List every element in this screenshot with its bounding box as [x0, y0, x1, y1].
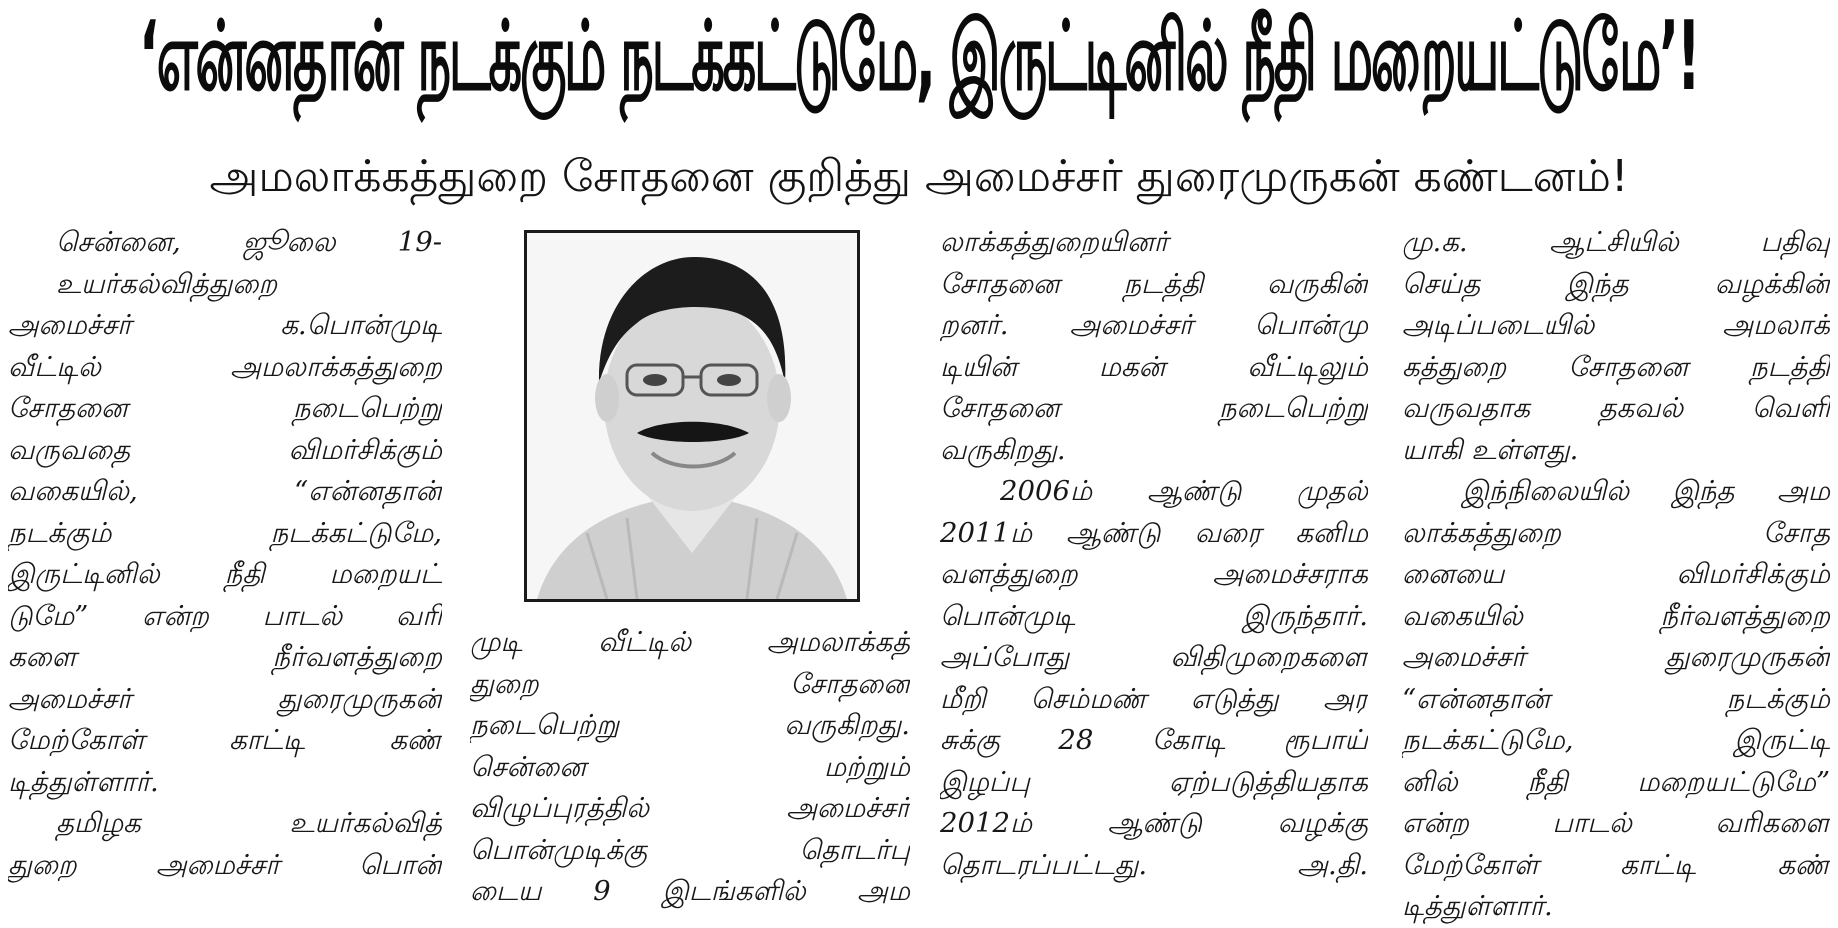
text-line: வளத்துறை அமைச்சராக: [940, 558, 1368, 590]
text-line: சோதனை நடைபெற்று: [8, 392, 442, 424]
text-line: செய்த இந்த வழக்கின்: [1402, 267, 1830, 300]
text-line: பொன்முடி இருந்தார்.: [940, 599, 1368, 632]
text-line: இருட்டினில் நீதி மறையட்: [8, 558, 442, 590]
text-line: வகையில், “என்னதான்: [8, 475, 442, 507]
text-line: டித்துள்ளார்.: [8, 765, 159, 798]
text-line: இந்நிலையில் இந்த அம: [1462, 475, 1830, 507]
headline: [0, 0, 1838, 122]
text-line: அப்போது விதிமுறைகளை: [940, 641, 1368, 673]
text-line: வருகிறது.: [940, 433, 1066, 466]
text-line: டியின் மகன் வீட்டிலும்: [940, 350, 1368, 383]
text-line: யாகி உள்ளது.: [1402, 433, 1579, 466]
article-column-1: [8, 222, 442, 886]
text-line: அமைச்சர் துரைமுருகன்: [8, 682, 442, 715]
text-line: 2012ம் ஆண்டு வழக்கு: [940, 807, 1368, 839]
article-column-4: [1402, 222, 1830, 928]
text-line: மு.க. ஆட்சியில் பதிவு: [1402, 226, 1830, 258]
text-line: அமைச்சர் க.பொன்முடி: [8, 309, 442, 341]
text-line: துறை சோதனை: [470, 667, 910, 700]
text-line: களை நீர்வளத்துறை: [8, 641, 442, 673]
text-line: றனர். அமைச்சர் பொன்மு: [940, 309, 1368, 341]
text-line: லாக்கத்துறையினர்: [940, 226, 1169, 258]
text-line: நடைபெற்று வருகிறது.: [470, 709, 910, 741]
text-line: நடக்கும் நடக்கட்டுமே,: [8, 516, 442, 549]
text-line: னில் நீதி மறையட்டுமே”: [1402, 765, 1830, 798]
text-line: சென்னை மற்றும்: [470, 750, 910, 783]
text-line: சோதனை நடத்தி வருகின்: [940, 267, 1368, 300]
text-line: மேற்கோள் காட்டி கண்: [8, 724, 442, 756]
text-line: நடக்கட்டுமே, இருட்டி: [1402, 724, 1830, 756]
text-line: என்ற பாடல் வரிகளை: [1402, 807, 1830, 839]
text-line: சோதனை நடைபெற்று: [940, 392, 1368, 424]
text-line: கத்துறை சோதனை நடத்தி: [1402, 350, 1830, 383]
text-line: வகையில் நீர்வளத்துறை: [1402, 599, 1830, 632]
text-line: சுக்கு 28 கோடி ரூபாய்: [940, 724, 1368, 756]
text-line: அமைச்சர் துரைமுருகன்: [1402, 641, 1830, 673]
text-line: பொன்முடிக்கு தொடர்பு: [470, 833, 910, 866]
text-line: டித்துள்ளார்.: [1402, 890, 1553, 922]
article-column-3: [940, 222, 1368, 886]
text-line: உயர்கல்வித்துறை: [56, 267, 278, 300]
text-line: னையை விமர்சிக்கும்: [1402, 558, 1830, 590]
subheadline: அமலாக்கத்துறை சோதனை குறித்து அமைச்சர் துரைமுருகன் கண்டனம்!: [209, 151, 1629, 202]
text-line: தமிழக உயர்கல்வித்: [56, 807, 442, 839]
text-line: துறை அமைச்சர் பொன்: [8, 848, 442, 881]
text-line: தொடரப்பட்டது. அ.தி.: [940, 848, 1368, 881]
portrait-illustration: [527, 233, 857, 599]
text-line: 2006ம் ஆண்டு முதல்: [1000, 475, 1368, 507]
text-line: டுமே” என்ற பாடல் வரி: [8, 599, 442, 632]
text-line: முடி வீட்டில் அமலாக்கத்: [470, 626, 910, 658]
portrait-photo: [524, 230, 860, 602]
text-line: மீறி செம்மண் எடுத்து அர: [940, 682, 1368, 715]
text-line: மேற்கோள் காட்டி கண்: [1402, 848, 1830, 881]
text-line: 2011ம் ஆண்டு வரை கனிம: [940, 516, 1368, 549]
text-line: லாக்கத்துறை சோத: [1402, 516, 1830, 549]
text-line: டைய 9 இடங்களில் அம: [470, 875, 910, 907]
text-line: சென்னை, ஜூலை 19-: [56, 226, 442, 258]
article-column-2: [470, 622, 910, 913]
text-line: இழப்பு ஏற்படுத்தியதாக: [940, 765, 1368, 798]
text-line: அடிப்படையில் அமலாக்: [1402, 309, 1830, 341]
text-line: “என்னதான் நடக்கும்: [1402, 682, 1830, 715]
text-line: வருவதாக தகவல் வெளி: [1402, 392, 1830, 424]
text-line: வீட்டில் அமலாக்கத்துறை: [8, 350, 442, 383]
text-line: வருவதை விமர்சிக்கும்: [8, 433, 442, 466]
headline-text: ‘என்னதான் நடக்கும் நடக்கட்டுமே, இருட்டினில் நீதி மறையட்டுமே’!: [139, 0, 1699, 113]
text-line: விழுப்புரத்தில் அமைச்சர்: [470, 792, 910, 824]
